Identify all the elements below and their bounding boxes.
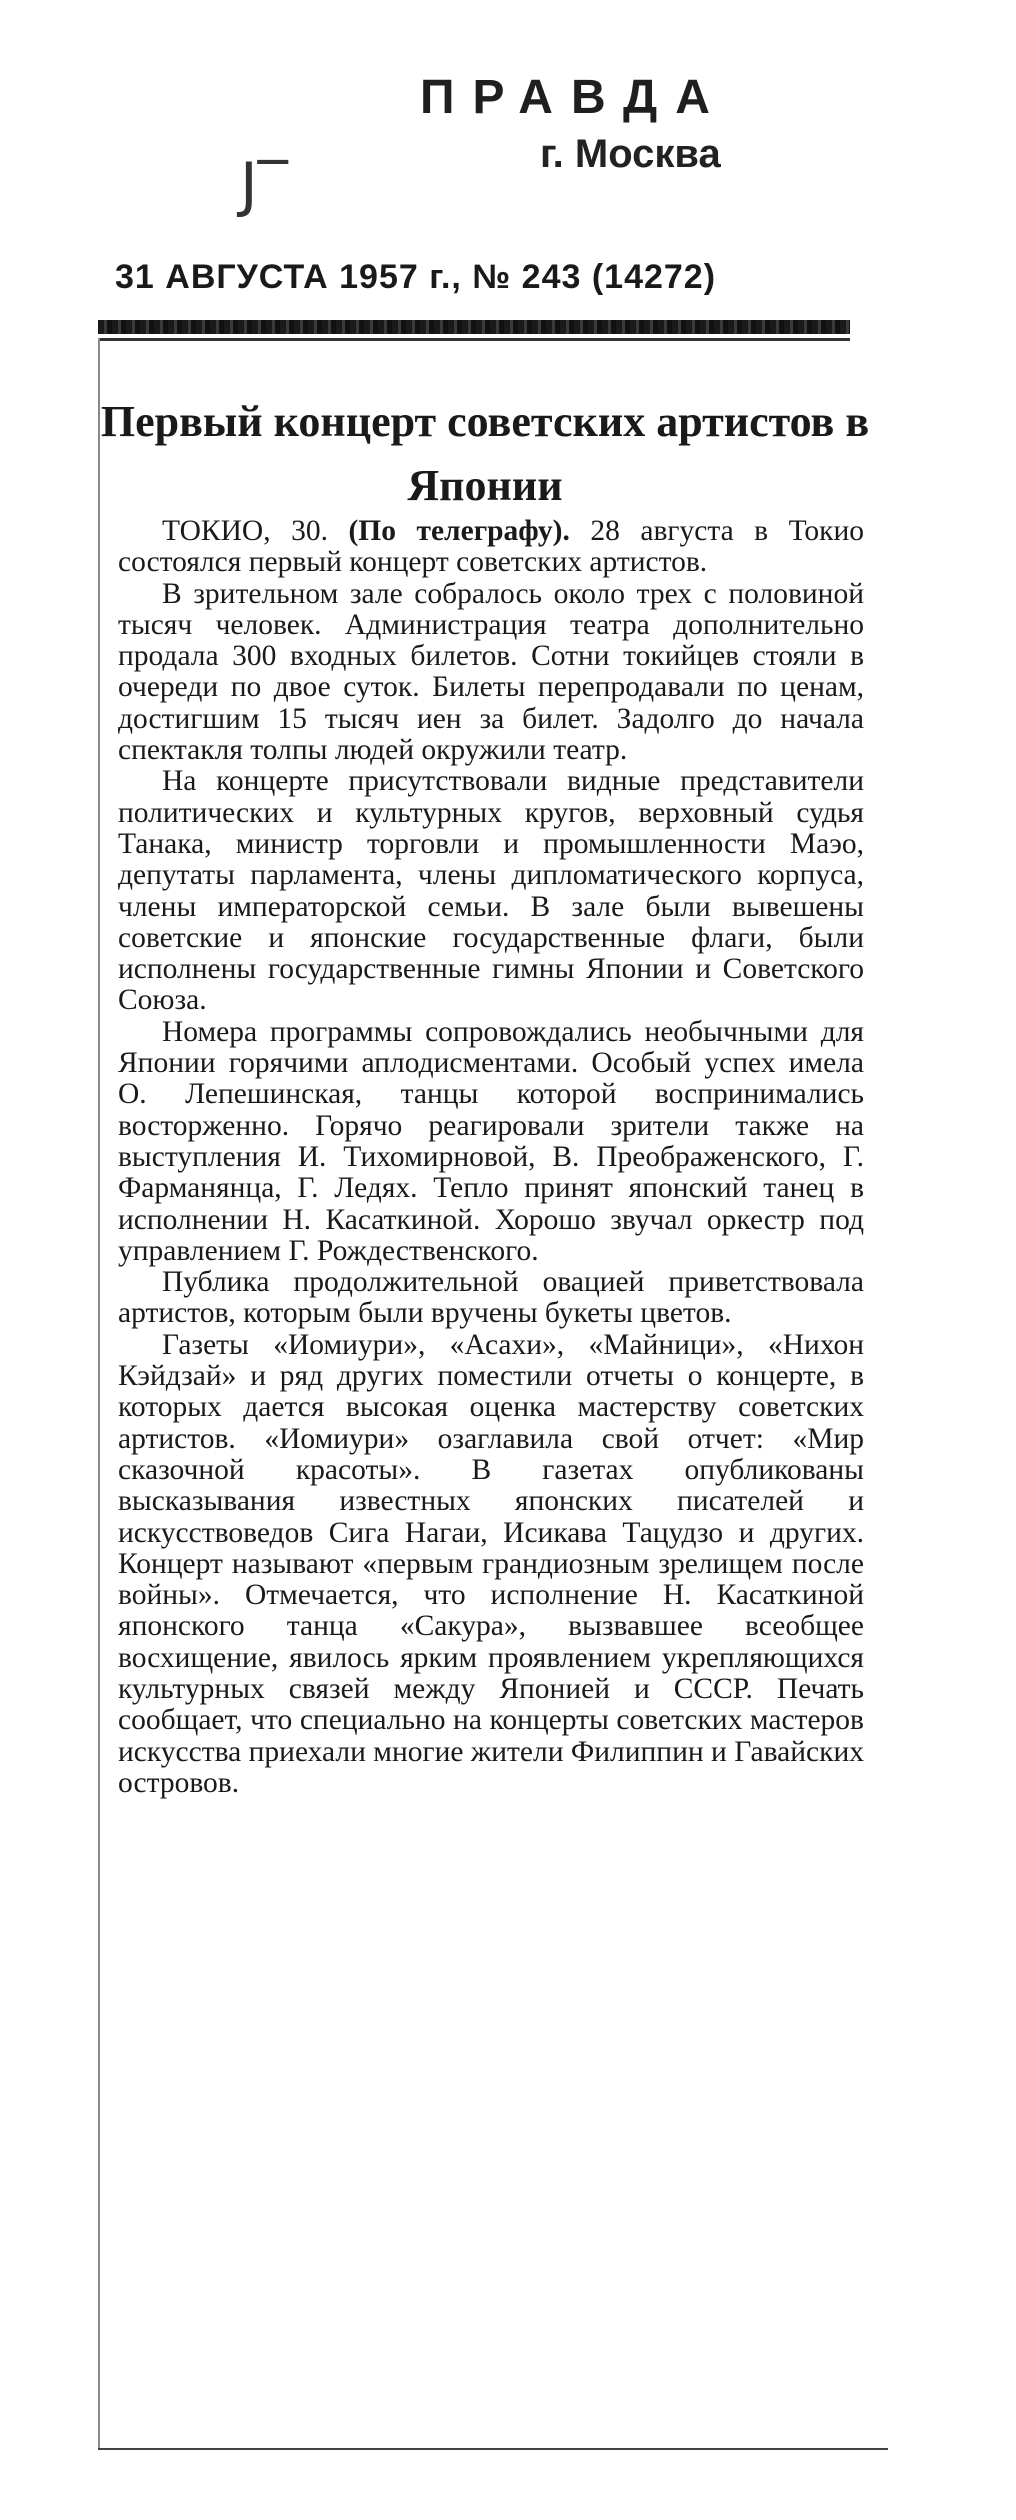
dateline (162, 515, 570, 547)
header-rule-thin (98, 338, 850, 341)
article-paragraph: Номера программы сопровождались необычными для Японии горячими аплодисментами. Особый успех имела О. Лепешинская, танцы которой воспринимались восторженно. Горячо реагировали зрители также на выступления И. Тихомирновой, В. Преображенского, Г. Фарманянца, Г. Ледях. Тепло принят японский танец в исполнении Н. Касаткиной. Хорошо звучал оркестр под управлением Г. Рождественского. (118, 1015, 864, 1267)
article-headline: Первый концерт советских артистов в Японии (100, 397, 870, 510)
dateline-source: (По телеграфу). (348, 515, 570, 547)
article-paragraph (118, 516, 864, 579)
article-paragraph: Газеты «Иомиури», «Асахи», «Майници», «Нихон Кэйдзай» и ряд других поместили отчеты о концерте, в которых дается высокая оценка мастерству советских артистов. «Иомиури» озаглавила свой отчет: «Мир сказочной красоты». В газетах опубликованы высказывания известных японских писателей и искусствоведов Сига Нагаи, Исикава Тацудзо и других. Концерт называют «первым грандиозным зрелищем после войны». Отмечается, что исполнение Н. Касаткиной японского танца «Сакура», вызвавшее всеобщее восхищение, явилось ярким проявлением укрепляющихся культурных связей между Японией и СССР. Печать сообщает, что специально на концерты советских мастеров искусства приехали многие жители Филиппин и Гавайских островов. (118, 1328, 864, 1799)
article-paragraph: Публика продолжительной овацией приветствовала артистов, которым были вручены букеты цветов. (118, 1266, 864, 1330)
paragraph-text: 28 августа в Токио состоялся первый концерт советских артистов. (118, 515, 865, 579)
newspaper-city: г. Москва (540, 132, 721, 176)
handwritten-mark: J‾ (240, 150, 288, 220)
clipping-bottom-border (98, 2448, 888, 2450)
article-paragraph: На концерте присутствовали видные представители политических и культурных кругов, верховный судья Танака, министр торговли и промышленности Маэо, депутаты парламента, члены дипломатического корпуса, члены императорской семьи. В зале были вывешены советские и японские государственные флаги, были исполнены государственные гимны Японии и Советского Союза. (118, 765, 864, 1017)
header-rule (98, 320, 850, 334)
article-paragraph: В зрительном зале собралось около трех с половиной тысяч человек. Администрация театра дополнительно продала 300 входных билетов. Сотни токийцев стояли в очереди по двое суток. Билеты перепродавали по ценам, достигшим 15 тысяч иен за билет. Задолго до начала спектакля толпы людей окружили театр. (118, 577, 864, 767)
issue-date-number: 31 АВГУСТА 1957 г., № 243 (14272) (115, 258, 717, 296)
newspaper-name: ПРАВДА (420, 71, 728, 124)
dateline-place: ТОКИО, 30. (162, 515, 328, 547)
clipping-left-border (98, 338, 100, 2448)
article-body (118, 516, 864, 1799)
